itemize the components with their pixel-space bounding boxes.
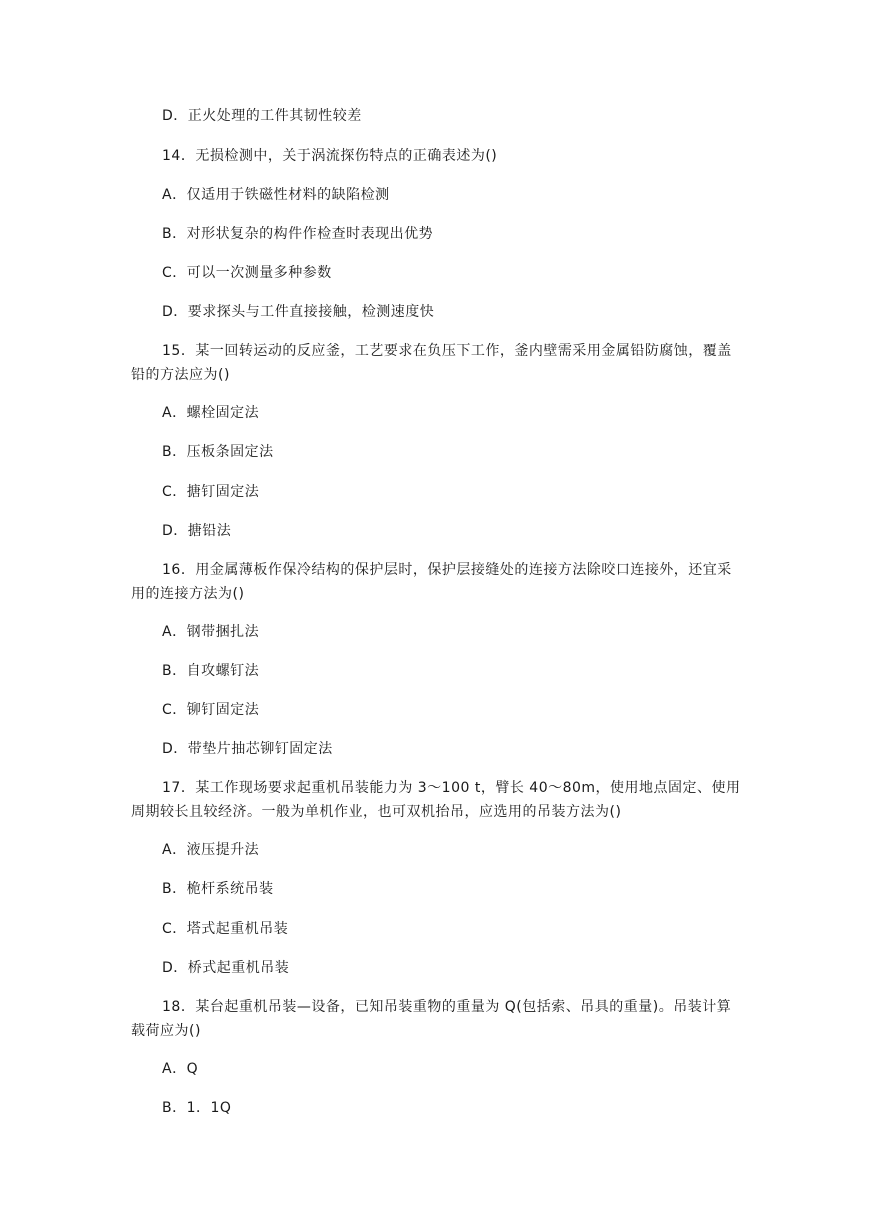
option-14-b: B．对形状复杂的构件作检查时表现出优势 (162, 226, 434, 242)
option-15-b: B．压板条固定法 (162, 444, 274, 460)
question-17: 17．某工作现场要求起重机吊装能力为 3～100 t，臂长 40～80m，使用地点固定、使用周期较长且较经济。一般为单机作业，也可双机抬吊，应选用的吊装方法为() (131, 780, 741, 820)
question-15: 15．某一回转运动的反应釜，工艺要求在负压下工作，釜内壁需采用金属铅防腐蚀，覆盖铅的方法应为() (131, 343, 732, 383)
option-16-a: A．钢带捆扎法 (162, 624, 260, 640)
option-16-c: C．铆钉固定法 (162, 702, 260, 718)
option-14-d: D．要求探头与工件直接接触，检测速度快 (162, 304, 435, 320)
question-18: 18．某台起重机吊装—设备，已知吊装重物的重量为 Q(包括索、吊具的重量)。吊装计算载荷应为() (131, 999, 732, 1039)
option-15-c: C．搪钉固定法 (162, 484, 260, 500)
option-15-a: A．螺栓固定法 (162, 405, 260, 421)
question-14: 14．无损检测中，关于涡流探伤特点的正确表述为() (162, 148, 498, 164)
option-15-d: D．搪铅法 (162, 523, 232, 539)
option-13-d: D．正火处理的工件其韧性较差 (162, 108, 362, 124)
option-18-a: A．Q (162, 1061, 199, 1077)
question-16: 16．用金属薄板作保冷结构的保护层时，保护层接缝处的连接方法除咬口连接外，还宜采用的连接方法为() (131, 562, 732, 602)
option-17-d: D．桥式起重机吊装 (162, 960, 290, 976)
option-17-b: B．桅杆系统吊装 (162, 881, 274, 897)
option-16-d: D．带垫片抽芯铆钉固定法 (162, 741, 333, 757)
option-14-a: A．仅适用于铁磁性材料的缺陷检测 (162, 187, 390, 203)
option-17-a: A．液压提升法 (162, 842, 260, 858)
option-14-c: C．可以一次测量多种参数 (162, 265, 332, 281)
option-17-c: C．塔式起重机吊装 (162, 921, 289, 937)
option-16-b: B．自攻螺钉法 (162, 663, 260, 679)
option-18-b: B．1．1Q (162, 1100, 232, 1116)
